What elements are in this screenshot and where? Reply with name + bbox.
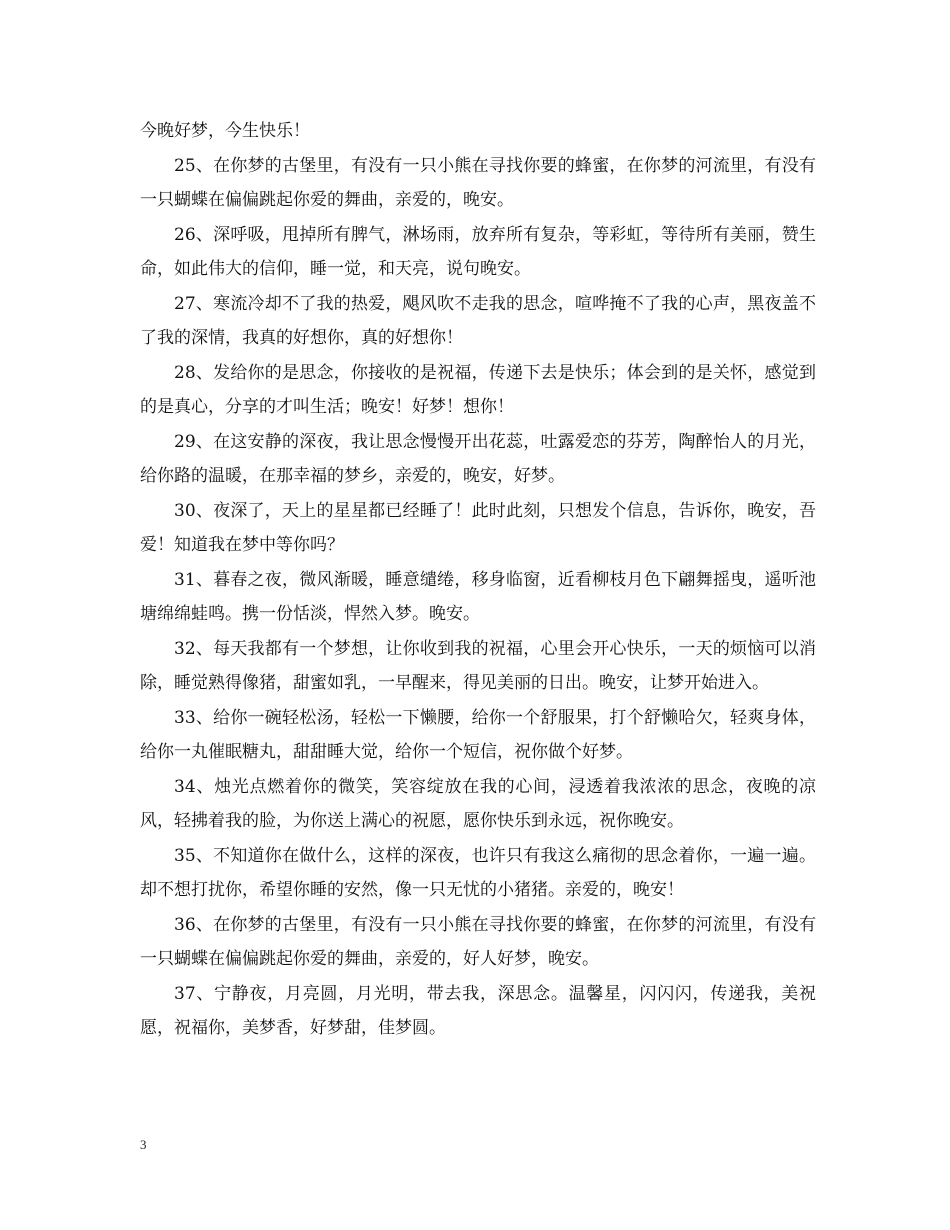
continuation-text: 今晚好梦，今生快乐！ (140, 121, 310, 141)
paragraph-37: 37、宁静夜，月亮圆，月光明，带去我，深思念。温馨星，闪闪闪，传递我，美祝愿，祝福你，美梦香，好梦甜，佳梦圆。 (140, 983, 816, 1038)
paragraph-34: 34、烛光点燃着你的微笑，笑容绽放在我的心间，浸透着我浓浓的思念，夜晚的凉风，轻拂着我的脸，为你送上满心的祝愿，愿你快乐到永远，祝你晚安。 (140, 776, 816, 831)
document-body (140, 114, 816, 1046)
paragraph-25: 25、在你梦的古堡里，有没有一只小熊在寻找你要的蜂蜜，在你梦的河流里，有没有一只蝴蝶在偏偏跳起你爱的舞曲，亲爱的，晚安。 (140, 155, 816, 210)
paragraph-29: 29、在这安静的深夜，我让思念慢慢开出花蕊，吐露爱恋的芬芳，陶醉怡人的月光，给你路的温暖，在那幸福的梦乡，亲爱的，晚安，好梦。 (140, 431, 816, 486)
paragraph-28: 28、发给你的是思念，你接收的是祝福，传递下去是快乐；体会到的是关怀，感觉到的是真心，分享的才叫生活；晚安！好梦！想你！ (140, 362, 816, 417)
paragraph-35: 35、不知道你在做什么，这样的深夜，也许只有我这么痛彻的思念着你，一遍一遍。却不想打扰你，希望你睡的安然，像一只无忧的小猪猪。亲爱的，晚安！ (140, 845, 816, 900)
paragraph-26: 26、深呼吸，甩掉所有脾气，淋场雨，放弃所有复杂，等彩虹，等待所有美丽，赞生命，如此伟大的信仰，睡一觉，和天亮，说句晚安。 (140, 224, 816, 279)
paragraph-31: 31、暮春之夜，微风渐暖，睡意缱绻，移身临窗，近看柳枝月色下翩舞摇曳，遥听池塘绵绵蛙鸣。携一份恬淡，悍然入梦。晚安。 (140, 569, 816, 624)
paragraph-33: 33、给你一碗轻松汤，轻松一下懒腰，给你一个舒服果，打个舒懒哈欠，轻爽身体，给你一丸催眠糖丸，甜甜睡大觉，给你一个短信，祝你做个好梦。 (140, 707, 816, 762)
paragraph-32: 32、每天我都有一个梦想，让你收到我的祝福，心里会开心快乐，一天的烦恼可以消除，睡觉熟得像猪，甜蜜如乳，一早醒来，得见美丽的日出。晚安，让梦开始进入。 (140, 638, 816, 693)
paragraph-36: 36、在你梦的古堡里，有没有一只小熊在寻找你要的蜂蜜，在你梦的河流里，有没有一只蝴蝶在偏偏跳起你爱的舞曲，亲爱的，好人好梦，晚安。 (140, 914, 816, 969)
paragraph-30: 30、夜深了，天上的星星都已经睡了！此时此刻，只想发个信息，告诉你，晚安，吾爱！知道我在梦中等你吗？ (140, 500, 816, 555)
page-number: 3 (140, 1137, 147, 1152)
paragraph-27: 27、寒流冷却不了我的热爱，飓风吹不走我的思念，喧哗掩不了我的心声，黑夜盖不了我的深情，我真的好想你，真的好想你！ (140, 293, 816, 348)
